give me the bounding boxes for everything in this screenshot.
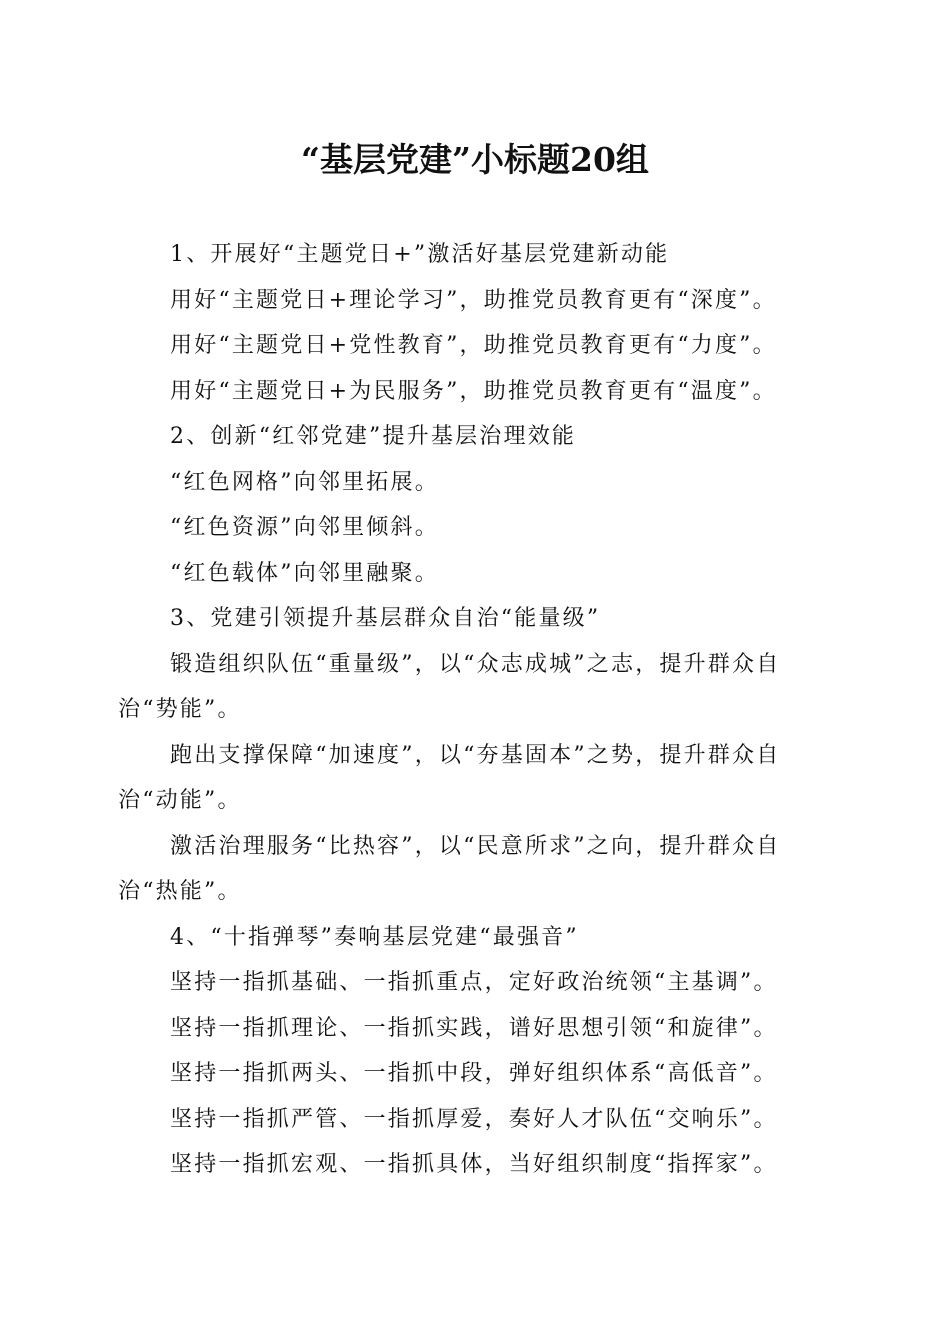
section-heading-2: 2、创新“红邻党建”提升基层治理效能: [170, 424, 577, 449]
document-title: “基层党建”小标题20组: [301, 140, 649, 179]
section-heading-4: 4、“十指弹琴”奏响基层党建“最强音”: [170, 924, 579, 950]
paragraph: 坚持一指抓宏观、一指抓具体，当好组织制度“指挥家”。: [170, 1152, 778, 1177]
paragraph: 坚持一指抓理论、一指抓实践，谱好思想引领“和旋律”。: [170, 1015, 778, 1041]
paragraph: “红色载体”向邻里融聚。: [170, 560, 439, 586]
paragraph: 用好“主题党日+为民服务”，助推党员教育更有“温度”。: [170, 378, 777, 404]
section-heading-1: 1、开展好“主题党日+”激活好基层党建新动能: [170, 242, 670, 267]
paragraph: 用好“主题党日+党性教育”，助推党员教育更有“力度”。: [170, 333, 777, 358]
document-body: [118, 232, 838, 1188]
paragraph: “红色网格”向邻里拓展。: [170, 469, 439, 495]
paragraph: “红色资源”向邻里倾斜。: [170, 515, 439, 540]
section-heading-3: 3、党建引领提升基层群众自治“能量级”: [170, 606, 601, 631]
paragraph: 激活治理服务“比热容”，以“民意所求”之向，提升群众自治“热能”。: [118, 833, 781, 904]
paragraph: 锻造组织队伍“重量级”，以“众志成城”之志，提升群众自治“势能”。: [118, 651, 781, 722]
paragraph: 坚持一指抓严管、一指抓厚爱，奏好人才队伍“交响乐”。: [170, 1106, 778, 1132]
paragraph: 坚持一指抓两头、一指抓中段，弹好组织体系“高低音”。: [170, 1061, 778, 1086]
paragraph: 用好“主题党日+理论学习”，助推党员教育更有“深度”。: [170, 287, 777, 313]
paragraph: 坚持一指抓基础、一指抓重点，定好政治统领“主基调”。: [170, 970, 778, 995]
paragraph: 跑出支撑保障“加速度”，以“夯基固本”之势，提升群众自治“动能”。: [118, 742, 781, 813]
